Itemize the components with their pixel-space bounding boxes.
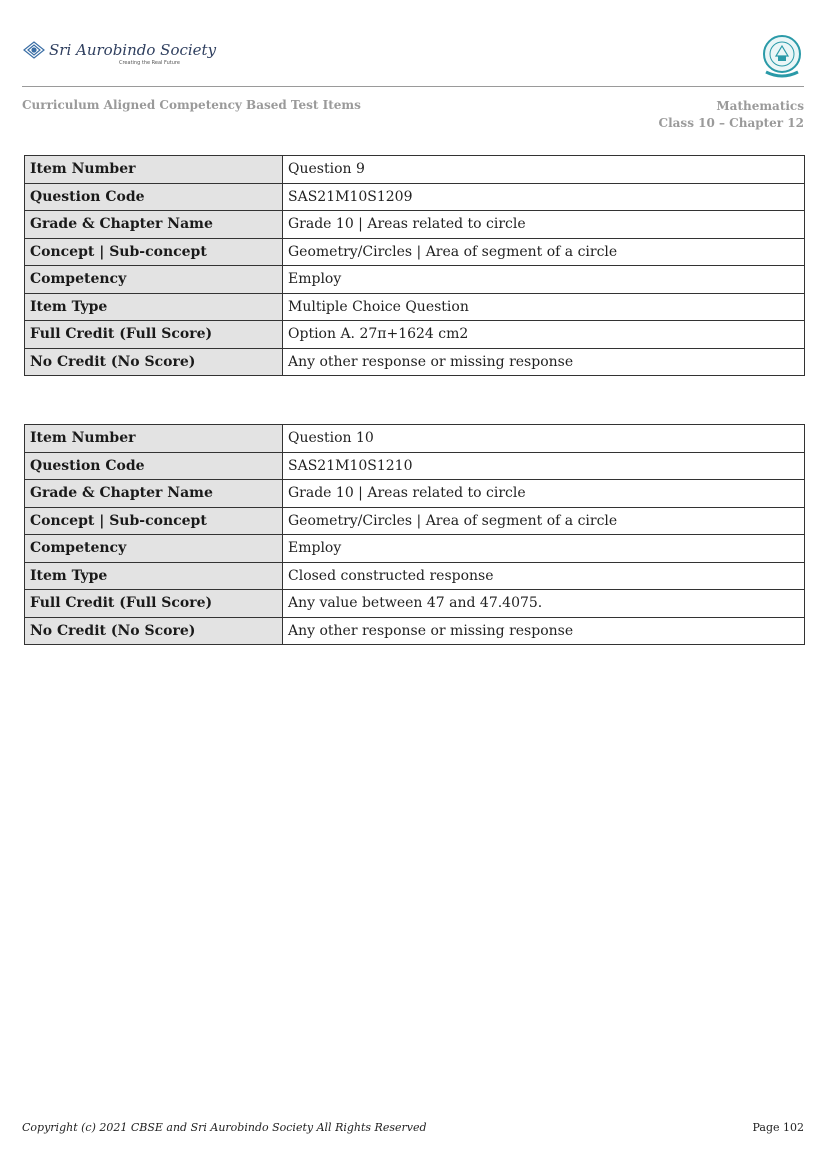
table-row <box>25 452 805 480</box>
row-value: Employ <box>283 535 805 563</box>
row-label: Grade & Chapter Name <box>25 480 283 508</box>
table-row <box>25 348 805 376</box>
table-row <box>25 535 805 563</box>
logo-tagline: Creating the Real Future <box>119 60 180 66</box>
class-chapter: Class 10 – Chapter 12 <box>658 116 804 130</box>
row-value: Any other response or missing response <box>283 348 805 376</box>
logo-wordmark: Sri Aurobindo Society <box>49 41 217 59</box>
row-value: Geometry/Circles | Area of segment of a circle <box>283 238 805 266</box>
sri-aurobindo-society-logo <box>22 36 217 68</box>
row-label: Full Credit (Full Score) <box>25 590 283 618</box>
table-row <box>25 562 805 590</box>
table-row <box>25 183 805 211</box>
table-row <box>25 293 805 321</box>
row-value: Any other response or missing response <box>283 617 805 645</box>
copyright-notice: Copyright (c) 2021 CBSE and Sri Aurobindo Society All Rights Reserved <box>22 1121 427 1134</box>
subject-header <box>659 98 804 132</box>
row-label: Full Credit (Full Score) <box>25 321 283 349</box>
table-row <box>25 211 805 239</box>
row-label: Grade & Chapter Name <box>25 211 283 239</box>
row-value: SAS21M10S1209 <box>283 183 805 211</box>
row-label: No Credit (No Score) <box>25 617 283 645</box>
table-row <box>25 590 805 618</box>
row-value: Option A. 27π+1624 cm2 <box>283 321 805 349</box>
table-row <box>25 321 805 349</box>
row-value: SAS21M10S1210 <box>283 452 805 480</box>
item-table-question-10 <box>24 424 805 645</box>
header-divider <box>22 86 804 87</box>
table-row <box>25 238 805 266</box>
table-row <box>25 156 805 184</box>
row-label: Item Type <box>25 293 283 321</box>
document-series-title: Curriculum Aligned Competency Based Test Items <box>22 98 361 112</box>
row-label: Item Type <box>25 562 283 590</box>
row-label: Concept | Sub-concept <box>25 238 283 266</box>
row-label: No Credit (No Score) <box>25 348 283 376</box>
row-label: Competency <box>25 266 283 294</box>
row-label: Item Number <box>25 425 283 453</box>
row-value: Grade 10 | Areas related to circle <box>283 211 805 239</box>
page-number: Page 102 <box>752 1121 804 1134</box>
row-value: Grade 10 | Areas related to circle <box>283 480 805 508</box>
table-row <box>25 266 805 294</box>
row-label: Concept | Sub-concept <box>25 507 283 535</box>
table-row <box>25 617 805 645</box>
table-row <box>25 480 805 508</box>
table-row <box>25 507 805 535</box>
row-label: Competency <box>25 535 283 563</box>
row-value: Employ <box>283 266 805 294</box>
row-value: Any value between 47 and 47.4075. <box>283 590 805 618</box>
subject-name: Mathematics <box>716 99 804 113</box>
row-value: Multiple Choice Question <box>283 293 805 321</box>
cbse-seal-logo <box>760 34 804 80</box>
row-label: Question Code <box>25 452 283 480</box>
row-value: Question 9 <box>283 156 805 184</box>
row-value: Geometry/Circles | Area of segment of a circle <box>283 507 805 535</box>
row-label: Question Code <box>25 183 283 211</box>
table-row <box>25 425 805 453</box>
row-value: Question 10 <box>283 425 805 453</box>
row-value: Closed constructed response <box>283 562 805 590</box>
row-label: Item Number <box>25 156 283 184</box>
item-table-question-9 <box>24 155 805 376</box>
